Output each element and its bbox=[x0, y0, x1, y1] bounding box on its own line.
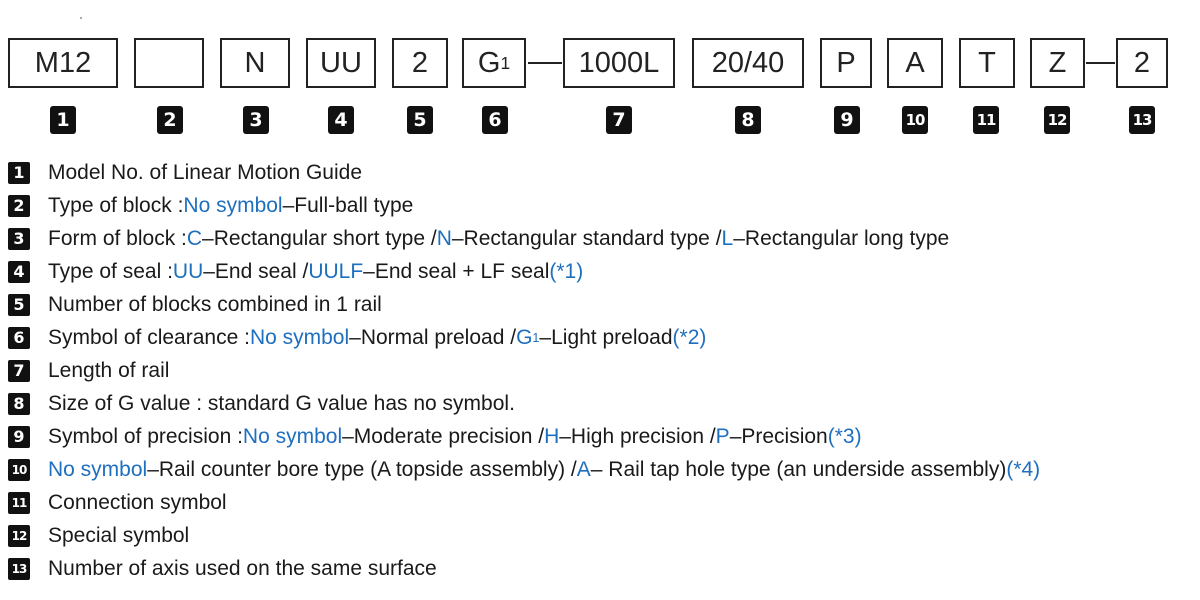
legend-item bbox=[8, 552, 1040, 585]
legend-badge: 13 bbox=[8, 558, 30, 580]
legend-text: Type of block : bbox=[48, 193, 184, 217]
legend-text: Special symbol bbox=[48, 523, 190, 547]
number-badge: 1 bbox=[50, 106, 76, 134]
legend-text: –High precision / bbox=[559, 424, 716, 448]
dash-connector bbox=[528, 62, 562, 64]
number-badge: 8 bbox=[735, 106, 761, 134]
number-badge: 11 bbox=[973, 106, 999, 134]
number-badge: 5 bbox=[407, 106, 433, 134]
legend-list bbox=[8, 156, 1040, 585]
code-box-blocks-count: 2 bbox=[392, 38, 448, 88]
code-box-model: M12 bbox=[8, 38, 118, 88]
legend-text: –Normal preload / bbox=[349, 325, 517, 349]
legend-text: –Full-ball type bbox=[282, 193, 414, 217]
legend-symbol: P bbox=[715, 424, 730, 448]
legend-symbol: G bbox=[516, 325, 533, 349]
legend-symbol: C bbox=[186, 226, 203, 250]
footnote-ref: (*4) bbox=[1006, 457, 1041, 481]
legend-item bbox=[8, 420, 1040, 453]
legend-badge: 2 bbox=[8, 195, 30, 217]
legend-symbol: No symbol bbox=[242, 424, 343, 448]
legend-text: –End seal + LF seal bbox=[363, 259, 550, 283]
legend-badge: 8 bbox=[8, 393, 30, 415]
legend-badge: 3 bbox=[8, 228, 30, 250]
legend-item bbox=[8, 486, 1040, 519]
legend-text: Symbol of precision : bbox=[48, 424, 243, 448]
legend-text: –Rectangular standard type / bbox=[451, 226, 722, 250]
number-badge: 3 bbox=[243, 106, 269, 134]
legend-text: Model No. of Linear Motion Guide bbox=[48, 160, 363, 184]
legend-text: –Rectangular long type bbox=[733, 226, 950, 250]
legend-symbol: N bbox=[436, 226, 452, 250]
code-box-block-type bbox=[134, 38, 204, 88]
stray-dot bbox=[80, 17, 82, 19]
legend-text: Form of block : bbox=[48, 226, 187, 250]
legend-text: –End seal / bbox=[203, 259, 309, 283]
legend-badge: 11 bbox=[8, 492, 30, 514]
legend-text: –Light preload bbox=[539, 325, 673, 349]
legend-text: –Rectangular short type / bbox=[202, 226, 437, 250]
code-box-special: Z bbox=[1030, 38, 1085, 88]
number-badge: 13 bbox=[1129, 106, 1155, 134]
code-box-rail-type: A bbox=[887, 38, 943, 88]
legend-badge: 6 bbox=[8, 327, 30, 349]
legend-item bbox=[8, 222, 1040, 255]
legend-item bbox=[8, 156, 1040, 189]
code-box-precision: P bbox=[820, 38, 872, 88]
legend-symbol: L bbox=[721, 226, 734, 250]
code-box-g-value: 20/40 bbox=[692, 38, 804, 88]
legend-badge: 5 bbox=[8, 294, 30, 316]
code-box-connection: T bbox=[959, 38, 1015, 88]
footnote-ref: (*3) bbox=[827, 424, 862, 448]
number-badge: 4 bbox=[328, 106, 354, 134]
legend-symbol: No symbol bbox=[183, 193, 283, 217]
legend-symbol: No symbol bbox=[249, 325, 350, 349]
legend-badge: 10 bbox=[8, 459, 30, 481]
legend-item bbox=[8, 519, 1040, 552]
legend-item bbox=[8, 255, 1040, 288]
number-badge: 10 bbox=[902, 106, 928, 134]
legend-text: Size of G value : standard G value has no symbol. bbox=[48, 391, 515, 415]
legend-text: Type of seal : bbox=[48, 259, 173, 283]
legend-badge: 12 bbox=[8, 525, 30, 547]
dash-connector bbox=[1086, 62, 1115, 64]
clearance-code-sub: 1 bbox=[500, 52, 511, 73]
legend-item bbox=[8, 453, 1040, 486]
legend-item bbox=[8, 387, 1040, 420]
footnote-ref: (*2) bbox=[672, 325, 707, 349]
number-badge: 12 bbox=[1044, 106, 1070, 134]
clearance-code-letter: G bbox=[477, 46, 501, 79]
legend-item bbox=[8, 321, 1040, 354]
legend-symbol: H bbox=[544, 424, 560, 448]
number-badge: 9 bbox=[834, 106, 860, 134]
legend-text: Symbol of clearance : bbox=[48, 325, 250, 349]
legend-badge: 4 bbox=[8, 261, 30, 283]
legend-symbol: A bbox=[576, 457, 591, 481]
code-box-clearance bbox=[462, 38, 526, 88]
legend-symbol: UULF bbox=[308, 259, 364, 283]
legend-symbol-sub: 1 bbox=[532, 330, 540, 345]
number-badge: 7 bbox=[606, 106, 632, 134]
legend-text: Length of rail bbox=[48, 358, 170, 382]
legend-text: Number of blocks combined in 1 rail bbox=[48, 292, 382, 316]
legend-badge: 9 bbox=[8, 426, 30, 448]
code-box-seal: UU bbox=[306, 38, 376, 88]
legend-item bbox=[8, 288, 1040, 321]
number-badge: 6 bbox=[482, 106, 508, 134]
legend-badge: 7 bbox=[8, 360, 30, 382]
legend-item bbox=[8, 354, 1040, 387]
number-badge: 2 bbox=[157, 106, 183, 134]
code-box-block-form: N bbox=[220, 38, 290, 88]
legend-item bbox=[8, 189, 1040, 222]
footnote-ref: (*1) bbox=[549, 259, 584, 283]
code-box-rail-length: 1000L bbox=[563, 38, 675, 88]
legend-text: –Rail counter bore type (A topside assembly) / bbox=[147, 457, 577, 481]
legend-text: – Rail tap hole type (an underside assembly) bbox=[590, 457, 1007, 481]
legend-badge: 1 bbox=[8, 162, 30, 184]
code-box-axis: 2 bbox=[1116, 38, 1168, 88]
legend-symbol: No symbol bbox=[48, 457, 148, 481]
legend-text: Connection symbol bbox=[48, 490, 227, 514]
legend-text: –Precision bbox=[729, 424, 828, 448]
legend-text: Number of axis used on the same surface bbox=[48, 556, 437, 580]
legend-text: –Moderate precision / bbox=[342, 424, 545, 448]
legend-symbol: UU bbox=[172, 259, 204, 283]
